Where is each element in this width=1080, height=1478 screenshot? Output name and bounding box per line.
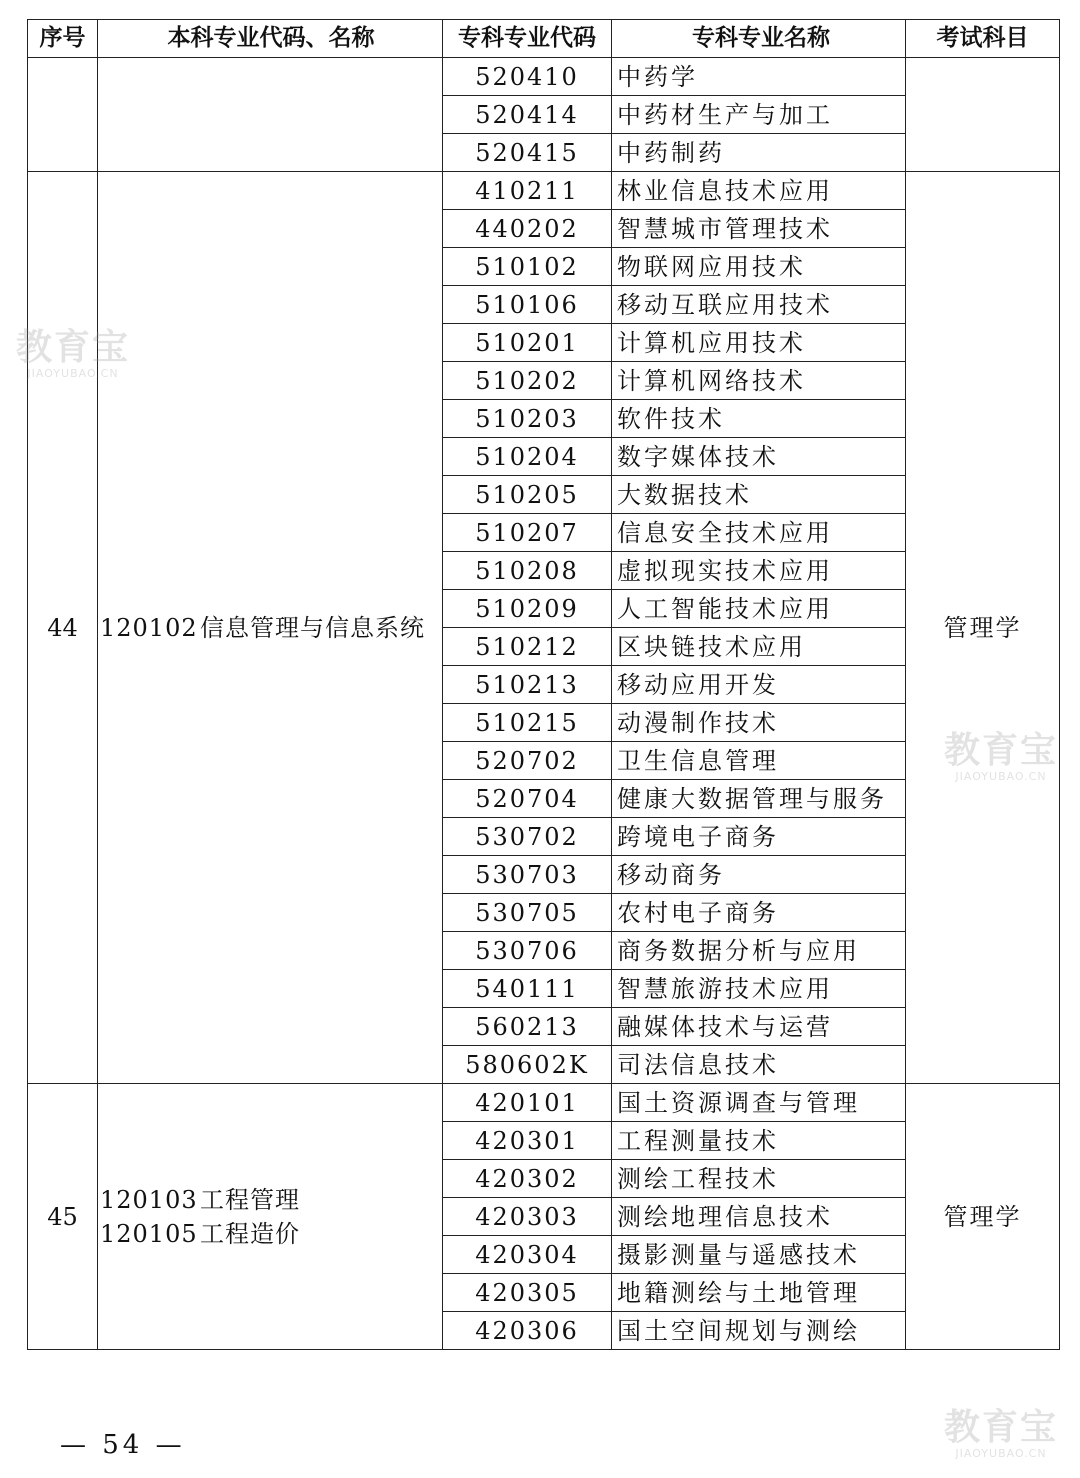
major-code: 420306: [443, 1312, 612, 1350]
group-seq: 44: [28, 172, 98, 1084]
major-code: 520414: [443, 96, 612, 134]
major-name: 虚拟现实技术应用: [612, 552, 906, 590]
major-code: 510201: [443, 324, 612, 362]
header-code: 专科专业代码: [443, 20, 612, 58]
bachelor-code: 120103: [100, 1185, 198, 1214]
major-code: 510106: [443, 286, 612, 324]
major-code: 510215: [443, 704, 612, 742]
watermark-url: JIAOYUBAO.CN: [955, 1447, 1047, 1460]
exam-subject: [906, 58, 1060, 172]
major-name: 智慧城市管理技术: [612, 210, 906, 248]
watermark-url: JIAOYUBAO.CN: [955, 770, 1047, 783]
bachelor-major: [100, 1217, 442, 1251]
table-row: [28, 58, 1060, 96]
major-name: 区块链技术应用: [612, 628, 906, 666]
watermark-url: JIAOYUBAO.CN: [27, 367, 119, 380]
major-code: 580602K: [443, 1046, 612, 1084]
group-bachelor: [98, 172, 443, 1084]
major-name: 卫生信息管理: [612, 742, 906, 780]
major-name: 中药学: [612, 58, 906, 96]
major-code: 510213: [443, 666, 612, 704]
bachelor-major: [100, 611, 442, 645]
major-code: 510205: [443, 476, 612, 514]
bachelor-name: 工程造价: [200, 1219, 300, 1248]
major-code: 440202: [443, 210, 612, 248]
table-row: [28, 1084, 1060, 1122]
major-code: 420101: [443, 1084, 612, 1122]
major-code: 560213: [443, 1008, 612, 1046]
page-number: — 54 —: [60, 1430, 186, 1460]
major-code: 530703: [443, 856, 612, 894]
major-code: 420302: [443, 1160, 612, 1198]
major-name: 物联网应用技术: [612, 248, 906, 286]
watermark-text: 教育宝: [944, 1407, 1059, 1448]
watermark-text: 教育宝: [16, 327, 131, 368]
major-code: 420303: [443, 1198, 612, 1236]
watermark-text: 教育宝: [944, 730, 1059, 771]
header-seq: 序号: [28, 20, 98, 58]
watermark-bottom-right: [944, 1407, 1059, 1460]
major-name: 人工智能技术应用: [612, 590, 906, 628]
watermark-right-middle: [944, 730, 1059, 783]
bachelor-major: [100, 1183, 442, 1217]
major-code: 520704: [443, 780, 612, 818]
major-code: 510102: [443, 248, 612, 286]
major-name: 林业信息技术应用: [612, 172, 906, 210]
major-code: 520415: [443, 134, 612, 172]
major-name: 移动应用开发: [612, 666, 906, 704]
major-code: 510202: [443, 362, 612, 400]
header-subject: 考试科目: [906, 20, 1060, 58]
major-name: 中药制药: [612, 134, 906, 172]
exam-subject: 管理学: [906, 1084, 1060, 1350]
group-seq: [28, 58, 98, 172]
major-name: 国土资源调查与管理: [612, 1084, 906, 1122]
major-code: 530706: [443, 932, 612, 970]
table-header-row: [28, 20, 1060, 58]
major-name: 融媒体技术与运营: [612, 1008, 906, 1046]
major-code: 510212: [443, 628, 612, 666]
major-code: 540111: [443, 970, 612, 1008]
major-name: 测绘地理信息技术: [612, 1198, 906, 1236]
major-code: 520410: [443, 58, 612, 96]
major-name: 大数据技术: [612, 476, 906, 514]
major-code: 510207: [443, 514, 612, 552]
major-name: 商务数据分析与应用: [612, 932, 906, 970]
major-name: 软件技术: [612, 400, 906, 438]
major-code: 510204: [443, 438, 612, 476]
group-bachelor: [98, 58, 443, 172]
major-code: 420304: [443, 1236, 612, 1274]
group-seq: 45: [28, 1084, 98, 1350]
major-name: 工程测量技术: [612, 1122, 906, 1160]
header-bachelor: 本科专业代码、名称: [98, 20, 443, 58]
major-code: 420301: [443, 1122, 612, 1160]
major-name: 计算机应用技术: [612, 324, 906, 362]
major-name: 测绘工程技术: [612, 1160, 906, 1198]
major-name: 司法信息技术: [612, 1046, 906, 1084]
header-name: 专科专业名称: [612, 20, 906, 58]
major-code: 510208: [443, 552, 612, 590]
major-table: [27, 19, 1060, 1350]
bachelor-code: 120105: [100, 1219, 198, 1248]
major-name: 摄影测量与遥感技术: [612, 1236, 906, 1274]
major-name: 移动互联应用技术: [612, 286, 906, 324]
major-name: 农村电子商务: [612, 894, 906, 932]
major-name: 地籍测绘与土地管理: [612, 1274, 906, 1312]
bachelor-name: 工程管理: [200, 1185, 300, 1214]
major-name: 计算机网络技术: [612, 362, 906, 400]
major-name: 国土空间规划与测绘: [612, 1312, 906, 1350]
major-name: 健康大数据管理与服务: [612, 780, 906, 818]
major-code: 520702: [443, 742, 612, 780]
major-code: 510203: [443, 400, 612, 438]
table-row: [28, 172, 1060, 210]
group-bachelor: [98, 1084, 443, 1350]
major-code: 510209: [443, 590, 612, 628]
bachelor-code: 120102: [100, 613, 198, 642]
major-code: 420305: [443, 1274, 612, 1312]
major-name: 动漫制作技术: [612, 704, 906, 742]
major-code: 530705: [443, 894, 612, 932]
major-name: 中药材生产与加工: [612, 96, 906, 134]
table-body: [28, 58, 1060, 1350]
major-code: 530702: [443, 818, 612, 856]
major-name: 跨境电子商务: [612, 818, 906, 856]
major-name: 移动商务: [612, 856, 906, 894]
exam-subject: 管理学: [906, 172, 1060, 1084]
bachelor-name: 信息管理与信息系统: [200, 613, 425, 642]
watermark-left: [16, 327, 131, 380]
major-name: 信息安全技术应用: [612, 514, 906, 552]
major-name: 数字媒体技术: [612, 438, 906, 476]
major-name: 智慧旅游技术应用: [612, 970, 906, 1008]
major-code: 410211: [443, 172, 612, 210]
